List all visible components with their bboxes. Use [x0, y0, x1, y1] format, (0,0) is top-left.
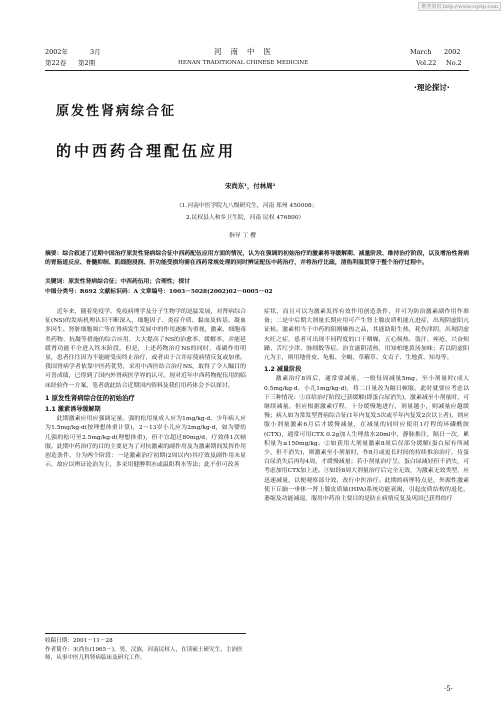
header-year-left: 2002年	[45, 48, 69, 56]
subsection-heading: 1.2 减量阶段	[264, 366, 302, 374]
header-vol-right: Vol.22	[416, 59, 437, 67]
footnote-author-bio: 作者简介：宋尚东(1965－)，男，汉族，河南民权人，在读硕士研究生，主治医师，从事中医儿科肾病临床及研究工作。	[45, 647, 243, 662]
column-left	[45, 308, 246, 470]
affiliation-1: （1.河南中医学院九八级研究生，河南 郑州 450008；	[176, 203, 318, 209]
header-month-right: March	[410, 48, 432, 56]
paragraph: 近年来，随着免疫学、免疫病理学及分子生物学的迅猛发展，对肾病综合征(NS)的发病机理认识不断深入，细胞因子、炎症介质、黏血及转基、凝血多因生、肾脏细胞凋亡等在肾病发生发展中的作用逐渐为重视，激素、细胞毒类药物、抗凝等措施的综合应用，大大提高了NS的治愈率、缓解率，并能延缓肾功能不全进入终末阶段。但是，上述药物治疗NS的同时，毒副作用明显，患者往往因为不能耐受而终止治疗，或者由于合并症使病情反复或加重。我国肾病学者依靠中医药优势，采用中西医结合治疗NS，取得了令人瞩目的可喜成绩，已得到了国内外肾病医学界的认可。现对近年中西药物配伍用的临床经验作一方案，笔者就此结合近期国内资料及我们用药体会予以探讨。	[45, 309, 246, 389]
header-rule	[45, 70, 469, 71]
classification: 中图分类号：R692 文献标识码：A 文章编号：1003－5028(2002)02－0005－02	[45, 289, 273, 295]
watermark: 维普资讯 http://www.cqvip.com	[418, 2, 501, 11]
footnote-received: 收稿日期：2001－11－28	[45, 638, 113, 644]
affiliation-2: 2.民权县人和乡卫生院，河南 民权 476800）	[186, 215, 305, 221]
authors: 宋尚东¹，付林周²	[225, 182, 276, 190]
header-vol-left: 第22卷	[45, 59, 67, 67]
keywords: 关键词：原发性肾病综合征；中西药伍用；合理性；探讨	[45, 279, 190, 285]
page-number: ·5·	[444, 685, 453, 693]
title-sub: 的中西药合理配伍应用	[56, 142, 237, 160]
header-journal-en: HENAN TRADITIONAL CHINESE MEDICINE	[178, 60, 309, 66]
paragraph: 此期激素应用应强调足量。强的松用量成人应为1mg/kg·d，少年病人应为1.5mg/kg·d(按理想体重计算)，2～13岁小儿应为2mg/kg·d，如为婴幼儿强的松可至2.5mg/kg·d(理想体重)，但不宜超过80mg/d，疗效体1次顿服。此期中药治疗的目的主要是为了对抗激素的副作用及为激素期间发挥作用创造条件，分为两个阶段：一是激素治疗初期(2周以内)其疗效及副作用未显示，故应以辨证论治为主，多采用健脾利水或温阳利水等法；此不但可改善	[45, 416, 246, 469]
header-month-left: 3月	[90, 48, 101, 56]
paragraph: 症状，而且可以为激素发挥有效作用创造条件，并可为防治激素副作用作准备；二是中后期大剂量长期应用可产生肾上腺皮质机能亢进症，出现阴虚阳亢证候。激素相当于中药的阳刚燥热之品，其能助阳生热，耗伤津阴，出现阴虚火旺之症，患者可出现不同程度的口干咽燥、五心烦热、盗汗、痤疮、兴奋烦躁、舌红少津、脉细数等症。治宜滋阴清热，用知柏地黄汤加味；若以阴虚阳亢为主，则用地骨皮、龟板、全蝎、草薢草、女贞子、生地黄、知母等。	[264, 309, 469, 362]
paragraph: 激素治疗8周后，通常要减量，一般每周减量5mg，至小剂量时(成人0.5mg/kg·d，小儿1mg/kg·d)，将二日量改为隔日顿服。此时就要应考虑以下三种情况：①首给治疗阶段已获缓解(即蛋白尿消失)，激素减至小剂量时，可继续减量，但应根据激素疗程，十分缓慢地进行，剂量越小，则减量应越缓慢；病人如为常发型肾病综合征(1年内复发3次或半年内复发2次以上者)，则应服小剂量激素6月后才缓慢减量，在减量的同时应使用1疗程的环磷酰胺(CTX)，通常可用CTX 0.2g加人生理盐水20ml中，静脉推注，隔日一次，累积量为≤150mg/kg。②如获用大剂量激素8周后仅部分缓解(蛋白尿有所减少，但不消失)，则激素至小剂量时，作8月或更长时间的持续推治治疗，待蛋白尿消失后再每4周，才缓慢减量；若小剂量治疗呈，蛋白尿减轻但不消失，可考虑加用CTX加上述。③如经8周大剂量治疗后完全无效，为激素无效类型，应迅速减量，以便观察部分效，改行中医治疗。此期的病理特点是，外源性激素使下丘脑一垂体一肾上腺皮质轴(HPA)系统功能衰竭，引起皮质结构的退化，萎缩及功能减退，服用中药治主要目的是防止病情反复及巩固已获得的疗	[264, 376, 469, 503]
abstract: 摘要：综合叙述了近期中国治疗原发性肾病综合征中西药配伍应用方面的情况，认为在强调的初始治疗的激素将导缓解期、减量阶段、维持治疗阶段，以及增治性肾病的胃肠道反应、骨髓抑制、肌细胞浸润、肝功能受损均需在西药常规处理的同时辨证配伍中药治疗，并将治疗比疏，清热利湿贯穿于整个治疗过程中。	[45, 251, 469, 266]
section-tag: ·理论探讨·	[414, 83, 450, 92]
title-main: 原发性肾病综合征	[56, 104, 177, 119]
header-no-left: 第2期	[78, 59, 96, 67]
header-no-right: No.2	[446, 59, 462, 67]
column-right	[264, 308, 469, 504]
footnote-rule	[45, 633, 246, 634]
section-heading: 1 原发性肾病综合征的初始治疗	[45, 393, 135, 402]
advisor: 指导 丁 樱	[229, 233, 256, 239]
subsection-heading: 1.1 激素诱导缓解期	[45, 406, 101, 414]
header-year-right: 2002	[444, 48, 461, 56]
header-journal-cn: 河南中医	[214, 47, 280, 56]
